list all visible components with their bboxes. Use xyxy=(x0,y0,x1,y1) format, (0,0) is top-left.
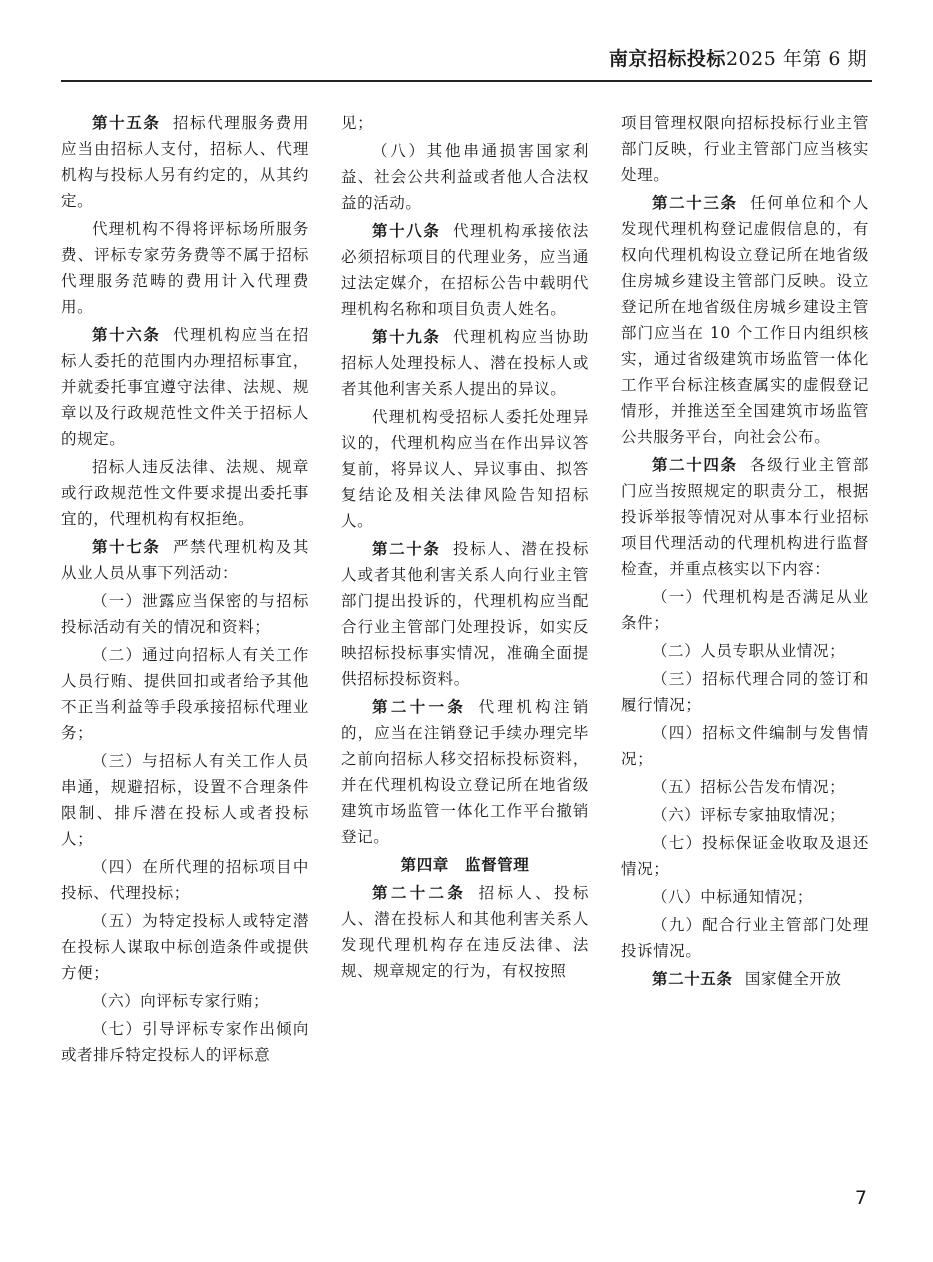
article-paragraph xyxy=(341,880,589,984)
article-number: 第十五条 xyxy=(92,114,161,132)
page-number: 7 xyxy=(854,1187,867,1209)
continued-paragraph: 见； xyxy=(341,114,374,132)
article-paragraph xyxy=(61,110,309,214)
journal-name: 南京招标投标 xyxy=(608,48,726,70)
article-text: 投标人、潜在投标人或者其他利害关系人向行业主管部门提出投诉的，代理机构应当配合行业主管部门处理投诉，如实反映招标投标事实情况，准确全面提供招标投标资料。 xyxy=(341,540,589,688)
body-paragraph: （九）配合行业主管部门处理投诉情况。 xyxy=(621,916,869,960)
body-paragraph: （三）招标代理合同的签订和履行情况； xyxy=(621,670,869,714)
article-paragraph xyxy=(61,322,309,452)
body-paragraph: （八）中标通知情况； xyxy=(652,888,814,906)
article-number: 第十六条 xyxy=(92,326,161,344)
article-paragraph xyxy=(621,190,869,450)
article-number: 第二十五条 xyxy=(652,970,733,988)
body-paragraph: （六）向评标专家行贿； xyxy=(92,992,270,1010)
article-text: 招标人、投标人、潜在投标人和其他利害关系人发现代理机构存在违反法律、法规、规章规定的行为，有权按照 xyxy=(341,884,589,980)
body-paragraph: （一）泄露应当保密的与招标投标活动有关的情况和资料； xyxy=(61,592,309,636)
header-rule xyxy=(61,80,872,82)
article-text: 代理机构注销的，应当在注销登记手续办理完毕之前向招标人移交招标投标资料，并在代理机构设立登记所在地省级建筑市场监管一体化工作平台撤销登记。 xyxy=(341,698,589,846)
article-paragraph xyxy=(341,218,589,322)
body-paragraph: （六）评标专家抽取情况； xyxy=(652,806,846,824)
article-text: 代理机构应当在招标人委托的范围内办理招标事宜，并就委托事宜遵守法律、法规、规章以及行政规范性文件关于招标人的规定。 xyxy=(61,326,309,448)
body-paragraph: （四）在所代理的招标项目中投标、代理投标； xyxy=(61,858,309,902)
article-paragraph xyxy=(621,452,869,582)
continued-paragraph: 项目管理权限向招标投标行业主管部门反映，行业主管部门应当核实处理。 xyxy=(621,114,869,184)
article-number: 第二十三条 xyxy=(652,194,738,212)
article-number: 第二十条 xyxy=(372,540,441,558)
issue-label: 2025 年第 6 期 xyxy=(725,48,867,70)
body-paragraph: （二）人员专职从业情况； xyxy=(652,642,846,660)
body-paragraph: （二）通过向招标人有关工作人员行贿、提供回扣或者给予其他不正当利益等手段承接招标代理业务； xyxy=(61,646,309,742)
text-column-3 xyxy=(621,110,869,994)
body-paragraph: 代理机构受招标人委托处理异议的，代理机构应当在作出异议答复前，将异议人、异议事由、拟答复结论及相关法律风险告知招标人。 xyxy=(341,408,589,530)
text-column-2 xyxy=(341,110,589,986)
body-paragraph: （四）招标文件编制与发售情况； xyxy=(621,724,869,768)
article-text: 国家健全开放 xyxy=(744,970,842,988)
article-text: 代理机构承接依法必须招标项目的代理业务，应当通过法定媒介，在招标公告中载明代理机构名称和项目负责人姓名。 xyxy=(341,222,589,318)
article-paragraph xyxy=(61,534,309,586)
running-header xyxy=(609,44,867,71)
body-paragraph: （一）代理机构是否满足从业条件； xyxy=(621,588,869,632)
article-paragraph xyxy=(341,694,589,850)
article-number: 第二十四条 xyxy=(652,456,738,474)
body-paragraph: 招标人违反法律、法规、规章或行政规范性文件要求提出委托事宜的，代理机构有权拒绝。 xyxy=(61,458,309,528)
body-paragraph: 代理机构不得将评标场所服务费、评标专家劳务费等不属于招标代理服务范畴的费用计入代理费用。 xyxy=(61,220,309,316)
text-column-1 xyxy=(61,110,309,1070)
article-paragraph xyxy=(341,536,589,692)
chapter-title: 第四章 监督管理 xyxy=(400,856,530,874)
body-paragraph: （五）为特定投标人或特定潜在投标人谋取中标创造条件或提供方便； xyxy=(61,912,309,982)
body-paragraph: （三）与招标人有关工作人员串通，规避招标，设置不合理条件限制、排斥潜在投标人或者投标人； xyxy=(61,752,309,848)
body-paragraph: （七）投标保证金收取及退还情况； xyxy=(621,834,869,878)
article-number: 第十七条 xyxy=(92,538,161,556)
article-text: 严禁代理机构及其从业人员从事下列活动： xyxy=(61,538,309,582)
article-number: 第十八条 xyxy=(372,222,441,240)
article-number: 第二十一条 xyxy=(372,698,467,716)
article-paragraph xyxy=(621,966,869,992)
article-text: 招标代理服务费用应当由招标人支付，招标人、代理机构与投标人另有约定的，从其约定。 xyxy=(61,114,309,210)
body-paragraph: （五）招标公告发布情况； xyxy=(652,778,846,796)
article-number: 第十九条 xyxy=(372,328,441,346)
body-paragraph: （八）其他串通损害国家利益、社会公共利益或者他人合法权益的活动。 xyxy=(341,142,589,212)
body-paragraph: （七）引导评标专家作出倾向或者排斥特定投标人的评标意 xyxy=(61,1020,309,1064)
article-paragraph xyxy=(341,324,589,402)
article-number: 第二十二条 xyxy=(372,884,467,902)
article-text: 代理机构应当协助招标人处理投标人、潜在投标人或者其他利害关系人提出的异议。 xyxy=(341,328,589,398)
article-text: 各级行业主管部门应当按照规定的职责分工，根据投诉举报等情况对从事本行业招标项目代理活动的代理机构进行监督检查，并重点核实以下内容： xyxy=(621,456,869,578)
chapter-heading xyxy=(341,852,589,878)
article-text: 任何单位和个人发现代理机构登记虚假信息的，有权向代理机构设立登记所在地省级住房城乡建设主管部门反映。设立登记所在地省级住房城乡建设主管部门应当在 10 个工作日内组织核实，通过省级建筑市场监管一体化工作平台标注核查属实的虚假登记情形，并推送至全国建筑市场监管公共服务平台，向社会公布。 xyxy=(621,194,869,446)
